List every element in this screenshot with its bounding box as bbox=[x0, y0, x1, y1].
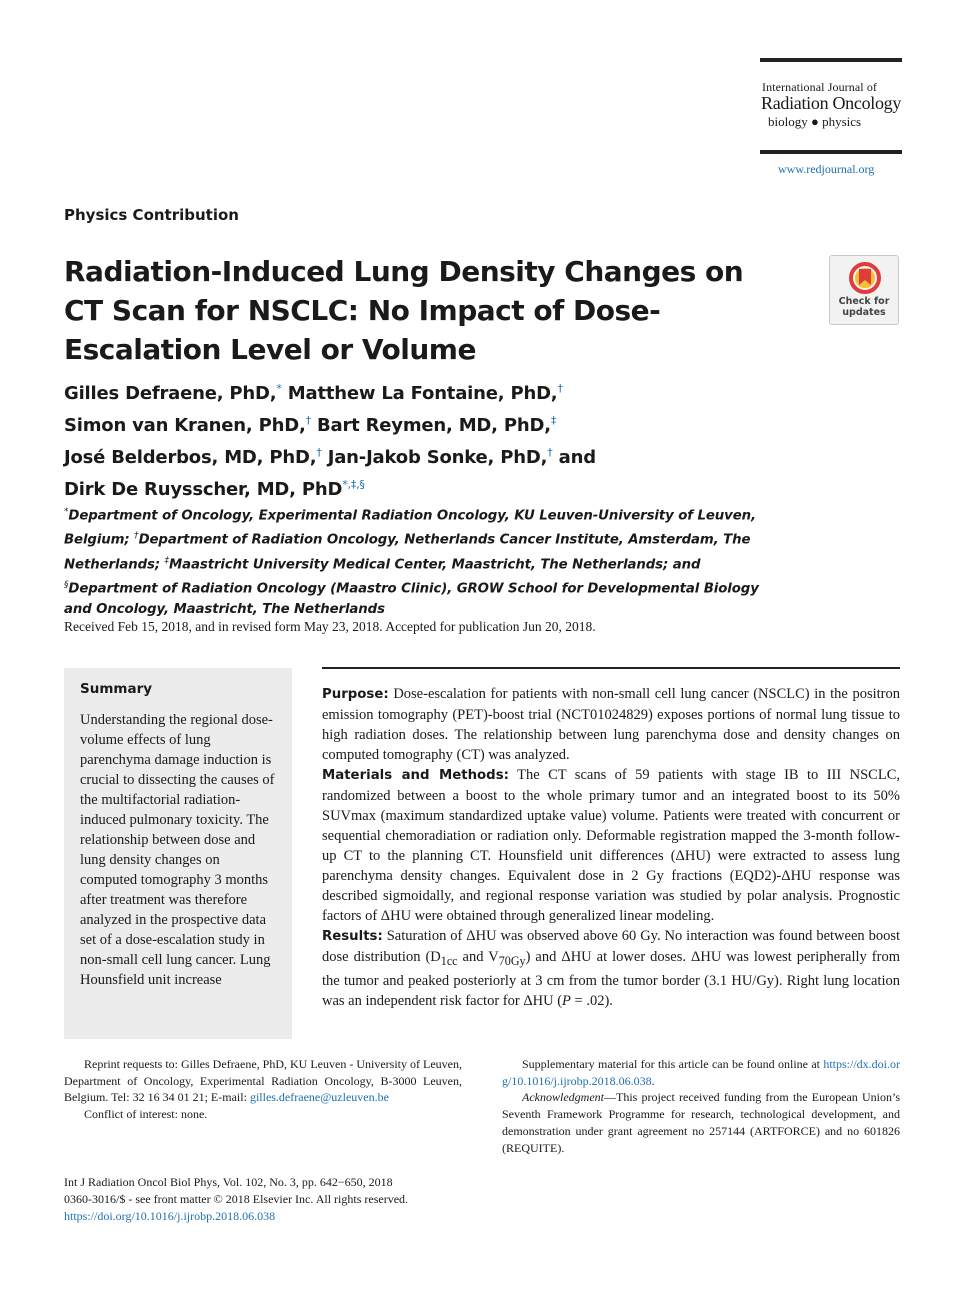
abstract bbox=[322, 684, 900, 1011]
results-text-b: and V bbox=[457, 949, 499, 965]
author-mark[interactable]: † bbox=[557, 382, 563, 395]
affiliation-mark: * bbox=[64, 507, 69, 517]
results-text-a: Saturation of ΔHU was observed above 60 Gy. No interaction was found between boost dose distribution (D bbox=[322, 928, 901, 965]
author-name: Gilles Defraene, PhD, bbox=[64, 383, 277, 404]
supp-text: Supplementary material for this article can be found online at bbox=[522, 1057, 824, 1071]
journal-name-line3: biology ● physics bbox=[768, 114, 862, 129]
received-dates: Received Feb 15, 2018, and in revised form May 23, 2018. Accepted for publication Jun 20, 2018. bbox=[64, 619, 596, 634]
methods-label: Materials and Methods: bbox=[322, 768, 509, 783]
summary-text: Understanding the regional dose-volume effects of lung parenchyma damage induction is crucial to dissecting the causes of the multifactorial radiation-induced pulmonary toxicity. The relationship between dose and lung density changes on computed tomography 3 months after treatment was therefore analyzed in the prospective data set of a dose-escalation study in non-small cell lung cancer. Lung Hounsfield unit increase bbox=[80, 712, 275, 988]
author-name: Bart Reymen, MD, PhD, bbox=[317, 415, 551, 436]
journal-url-link[interactable]: www.redjournal.org bbox=[778, 162, 875, 176]
journal-name-line1: International Journal of bbox=[762, 80, 878, 94]
affiliation-mark: † bbox=[134, 531, 139, 542]
journal-top-rule bbox=[760, 58, 902, 62]
badge-label bbox=[830, 296, 898, 318]
bookmark-ribbon-icon bbox=[830, 258, 900, 298]
reprint-text: Reprint requests to: Gilles Defraene, PhD, KU Leuven - University of Leuven, Department of Oncology, Experimental Radiation Oncology, B-3000 Leuven, Belgium. Tel: 32 16 34 01 21; E-mail: bbox=[64, 1057, 462, 1105]
citation-line1: Int J Radiation Oncol Biol Phys, Vol. 102, No. 3, pp. 642−650, 2018 bbox=[64, 1175, 393, 1189]
badge-line2: updates bbox=[842, 307, 886, 318]
doi-link[interactable]: https://doi.org/10.1016/j.ijrobp.2018.06.038 bbox=[64, 1209, 276, 1223]
author-name: Matthew La Fontaine, PhD, bbox=[287, 383, 558, 404]
citation-block bbox=[64, 1174, 584, 1225]
footnotes-left bbox=[64, 1056, 462, 1123]
author-mark[interactable]: † bbox=[305, 414, 311, 427]
authors-and: and bbox=[558, 447, 596, 468]
author-mark[interactable]: *,‡,§ bbox=[342, 478, 365, 491]
ack-label: Acknowledgment bbox=[522, 1090, 604, 1105]
author-mark[interactable]: ‡ bbox=[550, 414, 557, 427]
author-name: Dirk De Ruysscher, MD, PhD bbox=[64, 479, 343, 500]
abstract-top-rule bbox=[322, 667, 900, 669]
affiliation-text: Maastricht University Medical Center, Maastricht, The Netherlands; and bbox=[169, 557, 701, 573]
summary-heading: Summary bbox=[80, 681, 153, 697]
section-label: Physics Contribution bbox=[64, 206, 239, 224]
supp-end: . bbox=[651, 1073, 655, 1088]
results-text-c: ) and ΔHU at lower doses. ΔHU was lowest peripherally from the tumor and peaked posteriorly at 3 cm from the tumor border (3.1 HU/Gy). Right lung location was an independent risk factor for ΔHU ( bbox=[322, 949, 900, 1009]
purpose-label: Purpose: bbox=[322, 687, 389, 702]
conflict-of-interest: Conflict of interest: none. bbox=[84, 1107, 208, 1122]
abstract-purpose bbox=[322, 684, 900, 765]
purpose-text: Dose-escalation for patients with non-small cell lung cancer (NSCLC) in the positron emission tomography (PET)-boost trial (NCT01024829) exposes portions of normal lung tissue to high radiation doses. The relationship between lung parenchyma dose and density changes on computed tomography (CT) was analyzed. bbox=[322, 686, 900, 763]
affiliation-text: Department of Radiation Oncology (Maastro Clinic), GROW School for Developmental Biology and Oncology, Maastricht, The Netherlands bbox=[64, 581, 759, 617]
supplementary-note bbox=[502, 1056, 900, 1089]
footnotes-right bbox=[502, 1056, 900, 1156]
acknowledgment bbox=[502, 1089, 900, 1156]
affiliations bbox=[64, 502, 764, 620]
summary-box bbox=[64, 668, 292, 1039]
results-label: Results: bbox=[322, 929, 383, 944]
affiliation-mark: ‡ bbox=[164, 555, 170, 566]
author-name: José Belderbos, MD, PhD, bbox=[64, 447, 317, 468]
author-mark[interactable]: * bbox=[276, 382, 282, 395]
affiliation-mark: § bbox=[64, 580, 69, 591]
results-sub-v70: 70Gy bbox=[498, 953, 526, 968]
affiliation-text: Department of Oncology, Experimental Radiation Oncology, KU Leuven-University of Leuven, Belgium; bbox=[64, 508, 756, 548]
abstract-results bbox=[322, 926, 900, 1011]
citation-line2: 0360-3016/$ - see front matter © 2018 Elsevier Inc. All rights reserved. bbox=[64, 1192, 409, 1206]
author-name: Simon van Kranen, PhD, bbox=[64, 415, 306, 436]
affiliation-text: Department of Radiation Oncology, Netherlands Cancer Institute, Amsterdam, The Netherlands; bbox=[64, 532, 751, 573]
reprint-requests bbox=[64, 1056, 462, 1106]
author-mark[interactable]: † bbox=[547, 446, 553, 459]
author-name: Jan-Jakob Sonke, PhD, bbox=[327, 447, 548, 468]
badge-line1: Check for bbox=[838, 296, 890, 307]
journal-bottom-rule bbox=[760, 150, 902, 154]
results-sub-d1cc: 1cc bbox=[440, 953, 458, 968]
ack-text: —This project received funding from the European Union’s Seventh Framework Programme for research, technological development, and demonstration under grant agreement no 257144 (ARTFORCE) and no 601826 (REQUITE). bbox=[502, 1090, 900, 1155]
check-for-updates-badge[interactable] bbox=[829, 255, 899, 325]
results-p-symbol: P bbox=[562, 992, 571, 1009]
journal-name-line2: Radiation Oncology bbox=[761, 93, 902, 113]
reprint-email-link[interactable]: gilles.defraene@uzleuven.be bbox=[249, 1090, 389, 1105]
article-title: Radiation-Induced Lung Density Changes on CT Scan for NSCLC: No Impact of Dose-Escalation Level or Volume bbox=[64, 255, 744, 366]
author-list bbox=[64, 375, 764, 503]
methods-text: The CT scans of 59 patients with stage IB to III NSCLC, randomized between a boost to the whole primary tumor and an integrated boost to its 50% SUVmax (maximum standardized uptake value) volume. Patients were treated with concurrent or sequential chemoradiation or radiation only. Deformable registration mapped the 3-month follow-up CT to the planning CT. Hounsfield unit differences (ΔHU) were extracted to assess lung parenchyma density changes. Equivalent dose in 2 Gy fractions (EQD2)-ΔHU response was described sigmoidally, and regional response variation was studied by polar analysis. Prognostic factors of ΔHU were obtained through generalized linear modeling. bbox=[322, 767, 900, 924]
supplementary-link[interactable]: https://dx.doi.org/10.1016/j.ijrobp.2018.06.038 bbox=[502, 1057, 900, 1088]
author-mark[interactable]: † bbox=[316, 446, 322, 459]
abstract-methods bbox=[322, 765, 900, 926]
results-text-d: = .02). bbox=[570, 992, 613, 1009]
